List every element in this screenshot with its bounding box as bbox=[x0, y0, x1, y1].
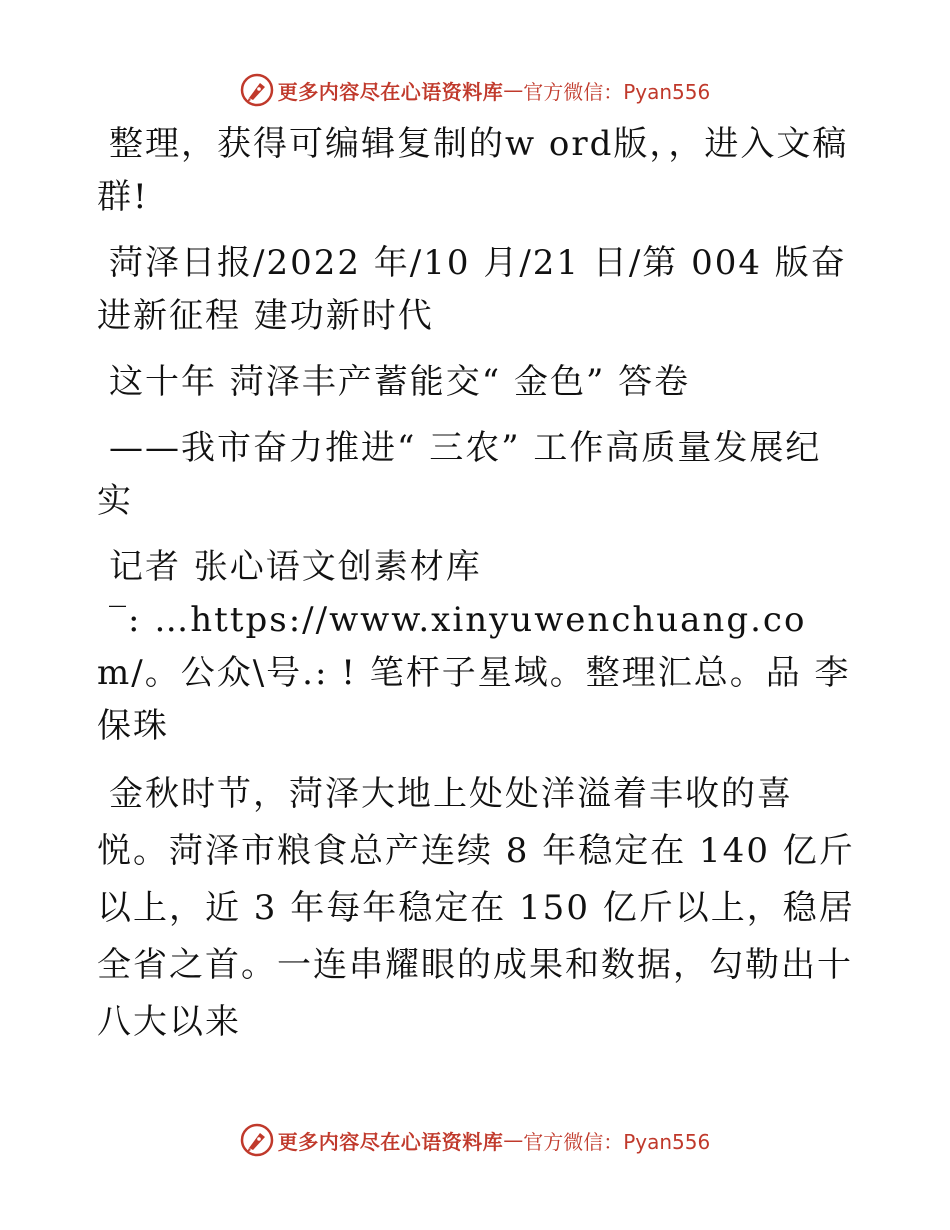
reporter-line: 记者 张心语文创素材库 bbox=[109, 547, 482, 587]
pen-nib-logo-icon bbox=[240, 73, 274, 107]
banner-wechat-text: 官方微信：Pyan556 bbox=[523, 79, 711, 104]
footer-watermark-banner bbox=[0, 1120, 950, 1160]
watermark-line: ‾: …https://www.xinyuwenchuang.com/。公众\号.: ! 笔杆子星域。整理汇总。品 李保珠 bbox=[97, 600, 851, 746]
article-title: 这十年 菏泽丰产蓄能交“ 金色” 答卷 bbox=[109, 362, 691, 402]
source-line: 菏泽日报/2022 年/10 月/21 日/第 004 版奋进新征程 建功新时代 bbox=[97, 243, 847, 336]
banner-wechat-text: 官方微信：Pyan556 bbox=[523, 1129, 711, 1154]
intro-paragraph: 整理，获得可编辑复制的w ord版，，进入文稿群! bbox=[97, 124, 849, 217]
document-body bbox=[97, 118, 857, 1064]
header-watermark-banner bbox=[0, 70, 950, 110]
banner-site-text: 更多内容尽在心语资料库 bbox=[277, 1129, 504, 1154]
banner-site-text: 更多内容尽在心语资料库 bbox=[277, 79, 504, 104]
article-subtitle: ——我市奋力推进“ 三农” 工作高质量发展纪实 bbox=[97, 428, 822, 521]
banner-separator: — bbox=[503, 1128, 524, 1152]
body-paragraph: 金秋时节，菏泽大地上处处洋溢着丰收的喜悦。菏泽市粮食总产连续 8 年稳定在 140 亿斤以上，近 3 年每年稳定在 150 亿斤以上，稳居全省之首。一连串耀眼的成果和数据，勾勒出十八大以来 bbox=[97, 774, 855, 1042]
banner-separator: — bbox=[503, 78, 524, 102]
pen-nib-logo-icon bbox=[240, 1123, 274, 1157]
